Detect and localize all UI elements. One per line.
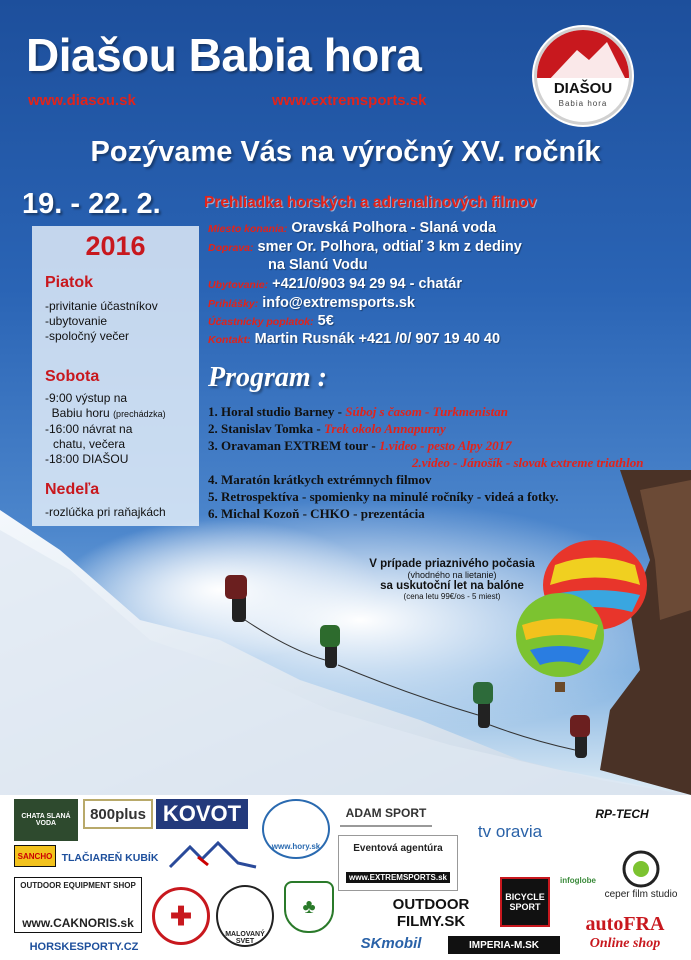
logo-subtitle: Babia hora bbox=[558, 99, 608, 108]
info-email-link[interactable]: info@extremsports.sk bbox=[262, 295, 415, 311]
sponsor-bicycle-sport-logo: BICYCLE SPORT bbox=[500, 877, 550, 927]
info-transport bbox=[208, 239, 522, 255]
sponsor-horsky-club-logo bbox=[262, 799, 330, 859]
info-place bbox=[208, 220, 496, 236]
info-contact bbox=[208, 331, 500, 347]
activity-item: -rozlúčka pri raňajkách bbox=[45, 505, 166, 519]
day-saturday: Sobota bbox=[45, 368, 100, 385]
balloon-line: sa uskutoční let na balóne bbox=[380, 580, 524, 592]
sponsor-infoglobe-logo: infoglobe bbox=[560, 876, 596, 885]
sponsor-horskesporty-logo: HORSKESPORTY.CZ bbox=[29, 941, 139, 953]
program-item: 5. Retrospektíva - spomienky na minulé ročníky - videá a fotky. bbox=[208, 489, 559, 504]
sponsor-malovany-svet-logo: MALOVANÝ SVET bbox=[216, 885, 274, 947]
info-label: Prihlášky: bbox=[208, 298, 259, 310]
activity-item: -18:00 DIAŠOU bbox=[45, 452, 129, 466]
activity-item: -9:00 výstup na bbox=[45, 391, 128, 405]
sponsor-caknoris-logo bbox=[14, 877, 142, 933]
sponsor-800plus-logo: 800plus bbox=[83, 799, 153, 829]
url-extremsports-link[interactable]: www.extremsports.sk bbox=[272, 92, 427, 109]
day-friday: Piatok bbox=[45, 274, 94, 291]
info-value: Oravská Polhora - Slaná voda bbox=[291, 220, 497, 236]
event-subtitle: Prehliadka horských a adrenalinových filmov bbox=[204, 194, 537, 211]
sponsor-mountain-logo-icon bbox=[168, 839, 258, 869]
sponsor-adam-sport-logo: ADAM SPORT bbox=[340, 801, 432, 827]
day-sunday: Nedeľa bbox=[45, 481, 100, 498]
info-accommodation bbox=[208, 276, 462, 292]
saturday-activities bbox=[45, 391, 195, 467]
sponsor-sancho-logo: SANCHO bbox=[14, 845, 56, 867]
activity-note: (prechádzka) bbox=[113, 409, 166, 419]
program-item: 4. Maratón krátkych extrémnych filmov bbox=[208, 472, 432, 487]
info-transport-2: na Slanú Vodu bbox=[268, 257, 368, 273]
sponsor-autofra-logo bbox=[566, 913, 684, 955]
info-value: +421/0/903 94 29 94 - chatár bbox=[272, 276, 462, 292]
sponsor-url: www.hory.sk bbox=[271, 842, 321, 851]
friday-activities bbox=[45, 299, 195, 344]
page-title: Diašou Babia hora bbox=[26, 29, 422, 81]
sponsor-skmobil-logo: SKmobil bbox=[360, 934, 422, 952]
balloon-line: (vhodného na lietanie) bbox=[407, 570, 497, 580]
info-label: Ubytovanie: bbox=[208, 279, 269, 291]
info-label: Kontakt: bbox=[208, 334, 251, 346]
logo-mountain-icon bbox=[537, 30, 629, 78]
sponsor-chata-logo: CHATA SLANÁ VODA bbox=[14, 799, 78, 841]
sponsor-url: www.EXTREMSPORTS.sk bbox=[346, 872, 450, 883]
info-fee bbox=[208, 313, 334, 329]
program-item: 2.video - Jánošík - slovak extreme triathlon bbox=[412, 455, 644, 470]
sponsor-title: autoFRA bbox=[585, 913, 665, 935]
url-diasou-link[interactable]: www.diasou.sk bbox=[28, 92, 136, 109]
sponsor-title: Eventová agentúra bbox=[353, 843, 443, 854]
activity-item: -spoločný večer bbox=[45, 329, 130, 343]
info-applications bbox=[208, 295, 415, 311]
sponsor-outdoor-filmy-logo: OUTDOOR FILMY.SK bbox=[392, 899, 470, 927]
balloon-note bbox=[352, 558, 552, 601]
activity-item: chatu, večera bbox=[53, 437, 126, 451]
activity-item: -ubytovanie bbox=[45, 314, 108, 328]
info-value: smer Or. Polhora, odtiaľ 3 km z dediny bbox=[257, 239, 522, 255]
diasou-logo bbox=[534, 27, 632, 125]
program-item: 6. Michal Kozoň - CHKO - prezentácia bbox=[208, 506, 425, 521]
program-item: 3. Oravaman EXTREM tour - 1.video - pesto Alpy 2017 bbox=[208, 438, 512, 453]
program-item: 2. Stanislav Tomka - Trek okolo Annapurny bbox=[208, 421, 446, 436]
program-heading: Program : bbox=[208, 362, 327, 393]
activity-item: -privitanie účastníkov bbox=[45, 299, 158, 313]
logo-word: DIAŠOU bbox=[553, 80, 613, 97]
sponsor-url: www.CAKNORIS.sk bbox=[22, 915, 134, 930]
schedule-year: 2016 bbox=[85, 231, 146, 261]
sponsor-tlaciaren-kubik-logo: TLAČIAREŇ KUBÍK bbox=[61, 852, 159, 864]
info-label: Účastnícky poplatok: bbox=[208, 316, 314, 328]
sponsor-tv-oravia-logo: tv oravia bbox=[477, 822, 543, 841]
sponsor-ceper-logo bbox=[600, 839, 682, 909]
sponsor-hzs-cross-icon: ✚ bbox=[152, 887, 210, 945]
info-label: Doprava: bbox=[208, 242, 254, 254]
invitation-heading: Pozývame Vás na výročný XV. ročník bbox=[90, 136, 601, 168]
info-value: 5€ bbox=[317, 313, 334, 329]
sponsor-imperia-logo: IMPERIA-M.SK bbox=[448, 936, 560, 954]
activity-item: -16:00 návrat na bbox=[45, 422, 133, 436]
ceper-reel-icon bbox=[621, 849, 661, 889]
info-value: Martin Rusnák +421 /0/ 907 19 40 40 bbox=[254, 331, 501, 347]
balloon-line: (cena letu 99€/os - 5 miest) bbox=[403, 592, 501, 601]
balloon-line: V prípade priaznivého počasia bbox=[369, 558, 535, 570]
event-dates: 19. - 22. 2. bbox=[22, 188, 161, 220]
sponsor-subtitle: Online shop bbox=[589, 936, 661, 951]
sponsor-kovot-logo: KOVOT bbox=[156, 799, 248, 829]
sunday-activities bbox=[45, 505, 195, 520]
activity-item: Babiu horu bbox=[51, 406, 110, 420]
sponsor-title: OUTDOOR EQUIPMENT SHOP bbox=[20, 880, 136, 890]
info-label: Miesto konania: bbox=[208, 223, 288, 235]
sponsors-strip bbox=[0, 795, 691, 960]
sponsor-rp-tech-logo: RP-TECH bbox=[595, 807, 649, 821]
sponsor-tatra-crest-icon: ♣ bbox=[284, 881, 334, 933]
program-item: 1. Horal studio Barney - Súboj s časom - Turkmenistan bbox=[208, 404, 509, 419]
sponsor-title: ceper film studio bbox=[604, 888, 678, 900]
sponsor-eventova-agentura-logo bbox=[338, 835, 458, 891]
schedule-box bbox=[32, 226, 199, 526]
